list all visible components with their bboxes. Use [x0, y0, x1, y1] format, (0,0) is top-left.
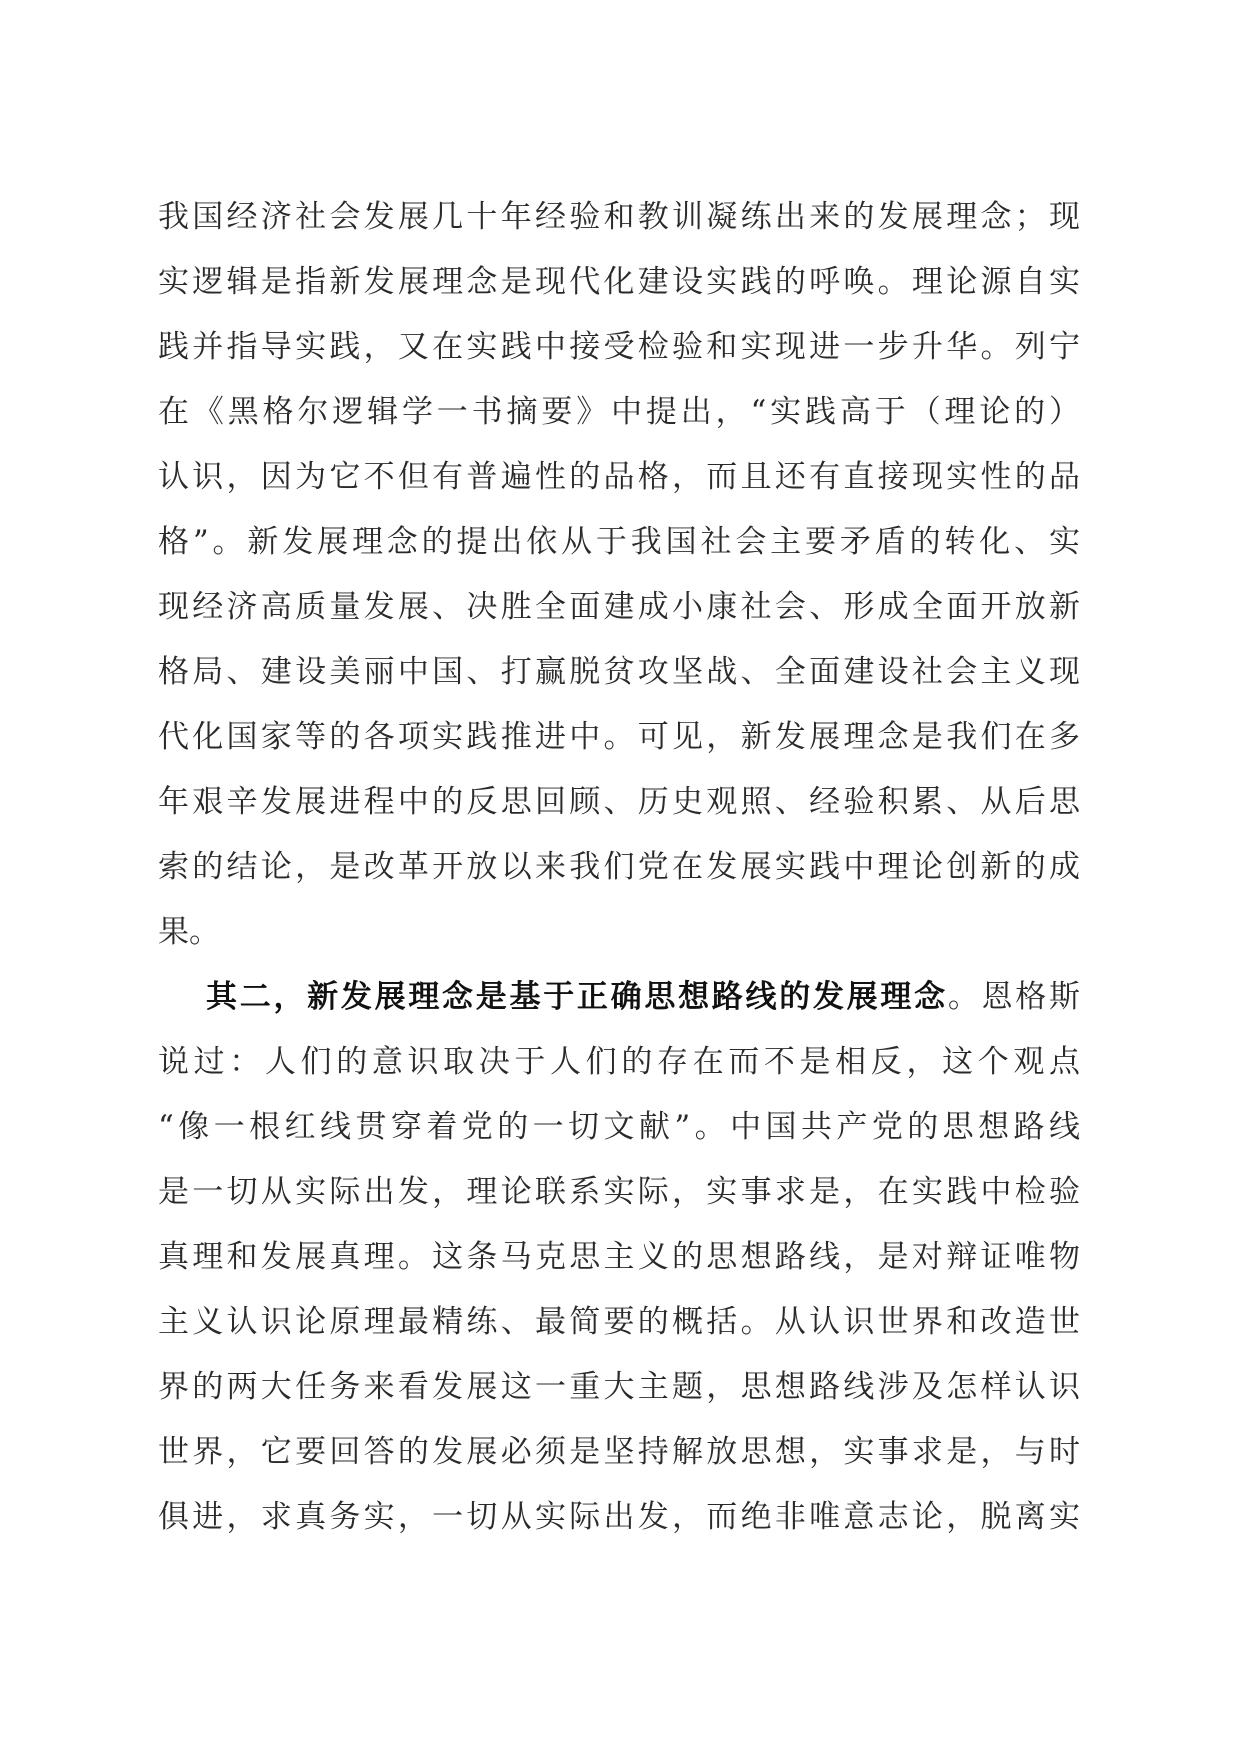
paragraph-2-line-7: 界的两大任务来看发展这一重大主题，思想路线涉及怎样认识 [158, 1369, 1080, 1405]
paragraph-2-line-6: 主义认识论原理最精练、最简要的概括。从认识世界和改造世 [158, 1304, 1080, 1340]
paragraph-1 [158, 185, 1080, 965]
paragraph-1-line-5: 认识，因为它不但有普遍性的品格，而且还有直接现实性的品 [158, 459, 1080, 495]
paragraph-2 [158, 965, 1080, 1550]
paragraph-2-line-4: 是一切从实际出发，理论联系实际，实事求是，在实践中检验 [158, 1174, 1080, 1210]
paragraph-1-line-11: 索的结论，是改革开放以来我们党在发展实践中理论创新的成 [158, 849, 1080, 885]
paragraph-1-line-3: 践并指导实践，又在实践中接受检验和实现进一步升华。列宁 [158, 329, 1080, 365]
paragraph-1-line-2: 实逻辑是指新发展理念是现代化建设实践的呼唤。理论源自实 [158, 264, 1080, 300]
paragraph-1-line-6: 格”。新发展理念的提出依从于我国社会主要矛盾的转化、实 [158, 524, 1080, 560]
paragraph-2-line-9: 俱进，求真务实，一切从实际出发，而绝非唯意志论，脱离实 [158, 1499, 1080, 1535]
paragraph-2-line-5: 真理和发展真理。这条马克思主义的思想路线，是对辩证唯物 [158, 1239, 1080, 1275]
paragraph-1-line-10: 年艰辛发展进程中的反思回顾、历史观照、经验积累、从后思 [158, 784, 1080, 820]
paragraph-2-first-line-rest: 。恩格斯 [947, 979, 1080, 1015]
paragraph-1-line-4: 在《黑格尔逻辑学一书摘要》中提出，“实践高于（理论的） [158, 394, 1080, 430]
paragraph-1-line-7: 现经济高质量发展、决胜全面建成小康社会、形成全面开放新 [158, 589, 1080, 625]
paragraph-1-line-9: 代化国家等的各项实践推进中。可见，新发展理念是我们在多 [158, 719, 1080, 755]
paragraph-1-line-8: 格局、建设美丽中国、打赢脱贫攻坚战、全面建设社会主义现 [158, 654, 1080, 690]
paragraph-2-line-8: 世界，它要回答的发展必须是坚持解放思想，实事求是，与时 [158, 1434, 1080, 1470]
paragraph-1-line-12: 果。 [158, 914, 220, 950]
paragraph-2-bold-heading: 其二，新发展理念是基于正确思想路线的发展理念 [206, 979, 948, 1015]
paragraph-2-line-2: 说过：人们的意识取决于人们的存在而不是相反，这个观点 [158, 1044, 1080, 1080]
paragraph-2-line-1 [158, 965, 1080, 1030]
paragraph-1-line-1: 我国经济社会发展几十年经验和教训凝练出来的发展理念；现 [158, 199, 1080, 235]
paragraph-2-line-3: “像一根红线贯穿着党的一切文献”。中国共产党的思想路线 [158, 1109, 1080, 1145]
